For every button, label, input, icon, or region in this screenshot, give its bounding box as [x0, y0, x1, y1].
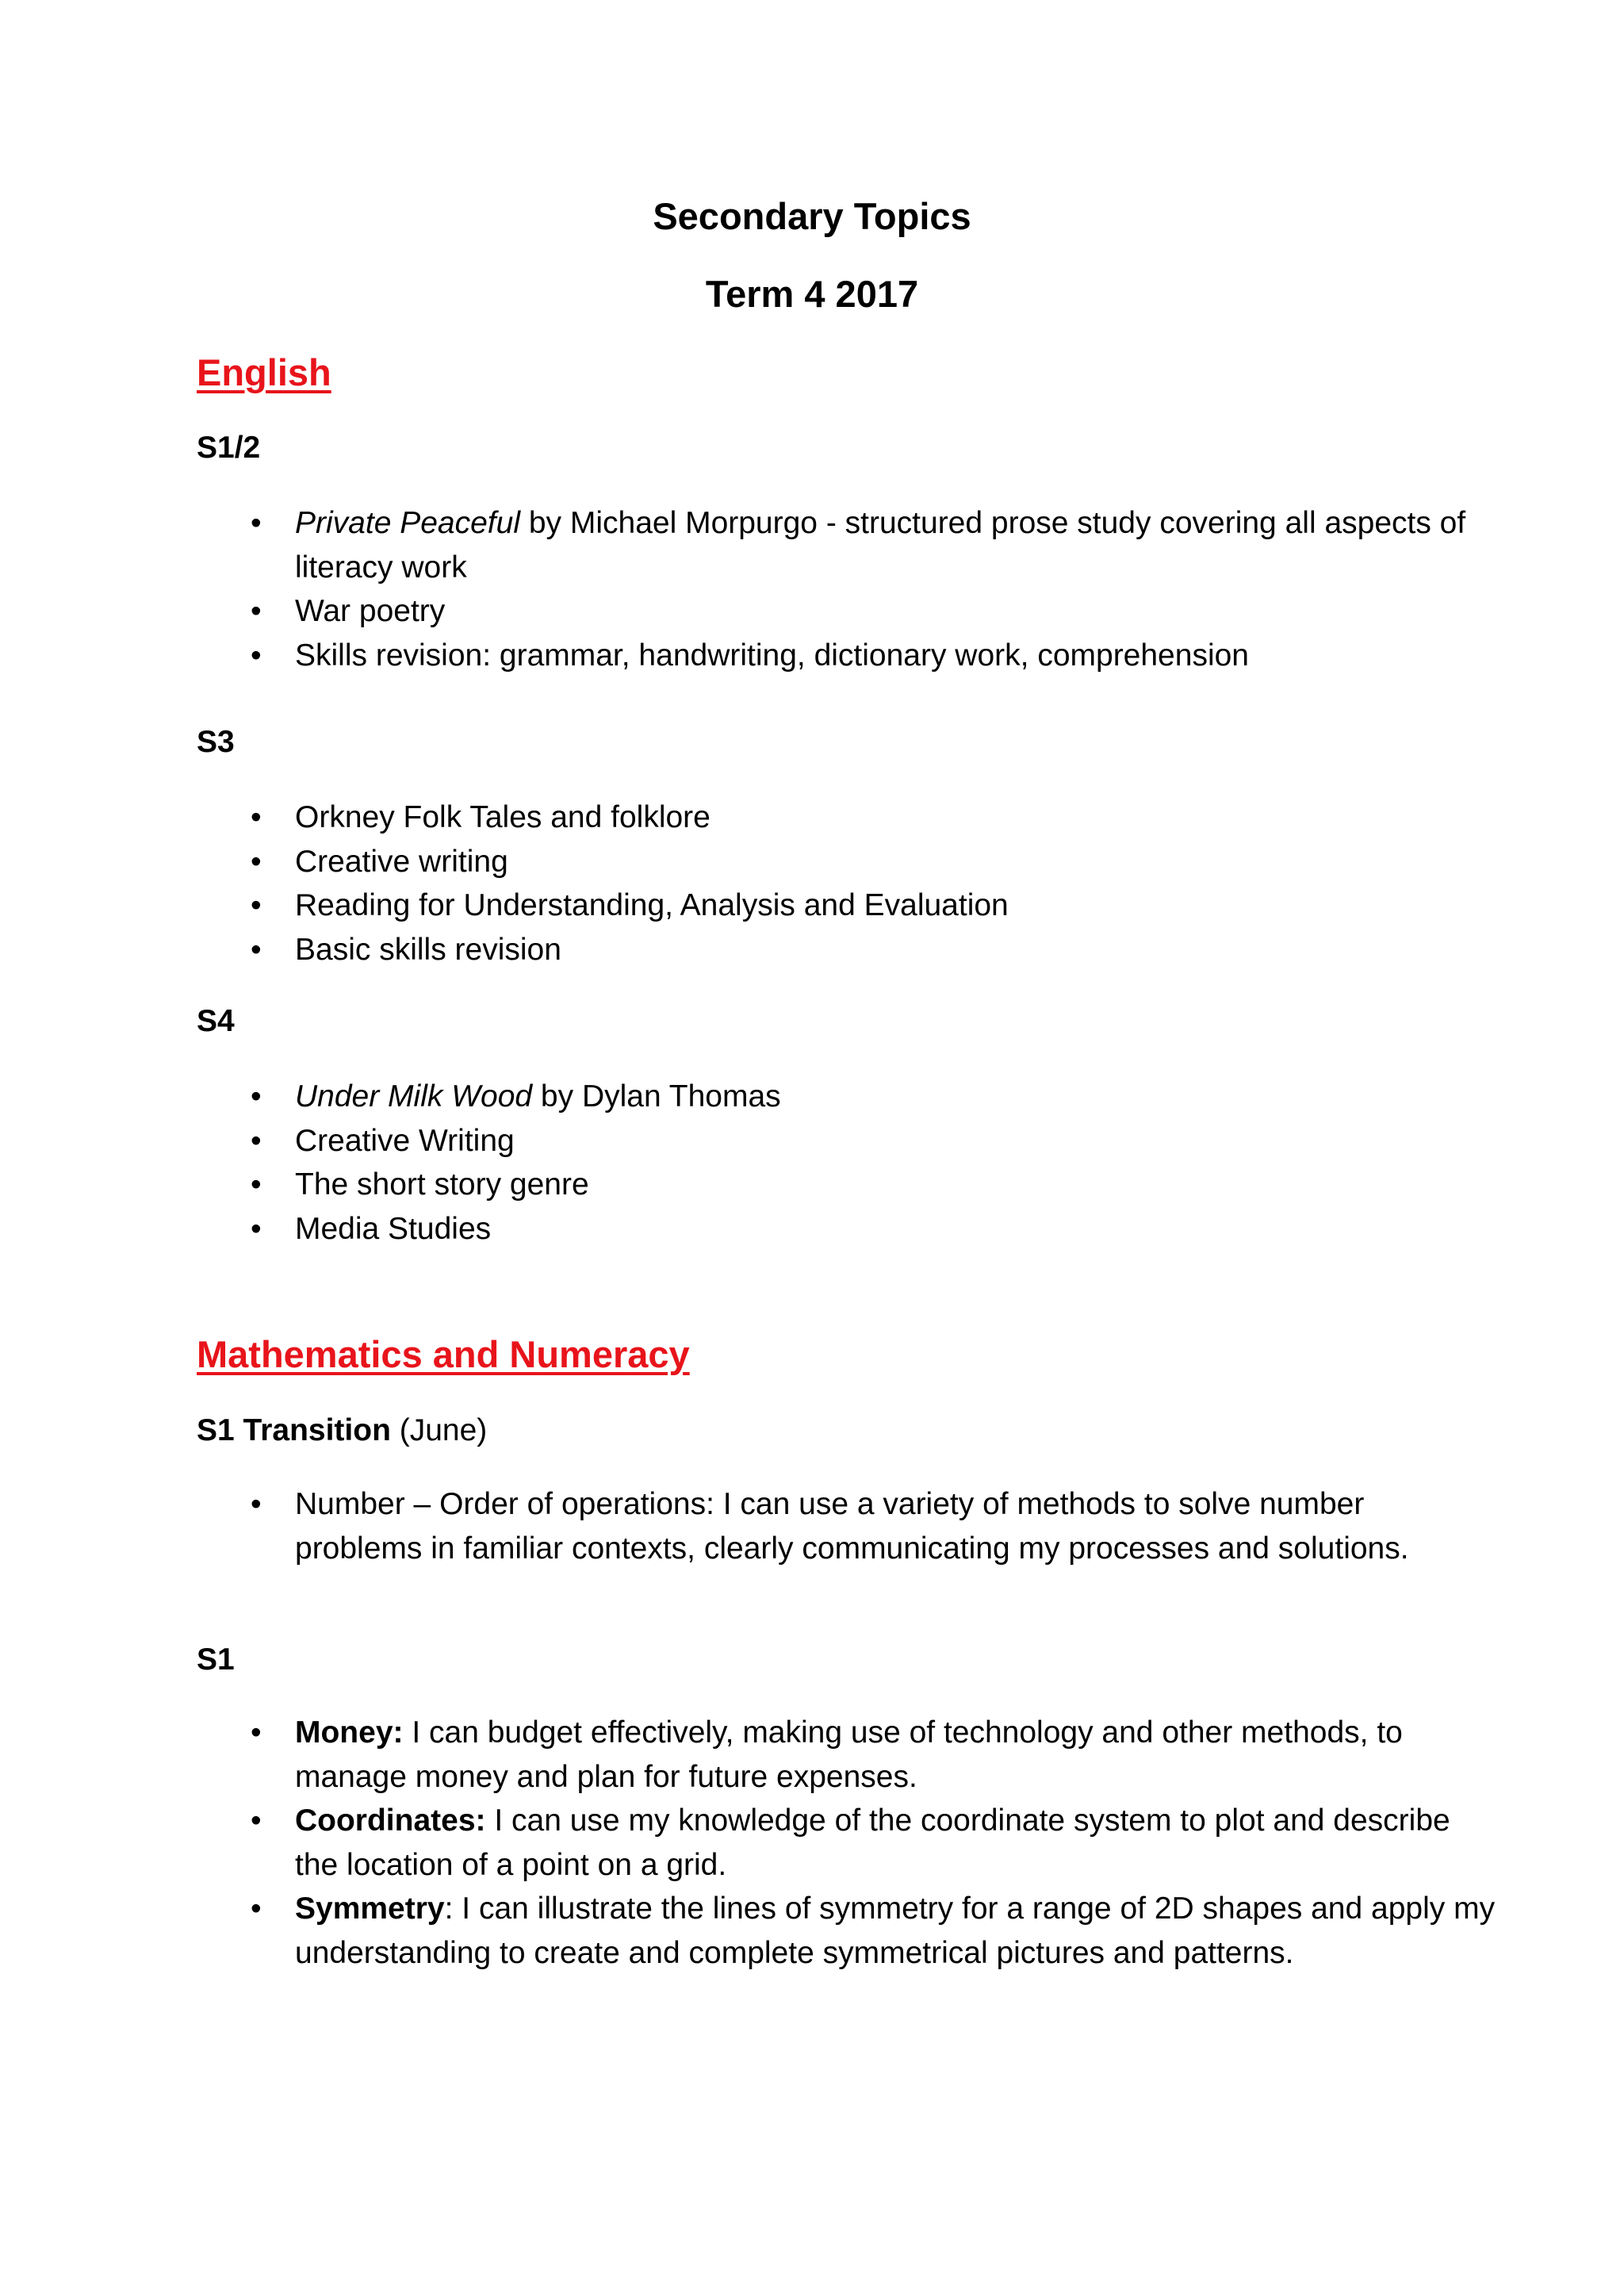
list-item-text: by Dylan Thomas: [532, 1079, 781, 1114]
subheading-label: S4: [197, 1004, 235, 1038]
list-item-text: Basic skills revision: [295, 932, 561, 967]
subheading-s3: [197, 723, 235, 761]
list-item-text: Creative Writing: [295, 1123, 515, 1158]
list-item-text: I can use my knowledge of the coordinate system to plot and describe the location of a point on a grid.: [295, 1803, 1450, 1882]
list-item: [197, 1887, 1497, 1975]
bullet-list-maths-s1-transition: [197, 1482, 1497, 1570]
list-item-text: Reading for Understanding, Analysis and Evaluation: [295, 888, 1009, 922]
bullet-icon: •: [251, 1892, 262, 1926]
bullet-icon: •: [251, 1211, 262, 1246]
list-item-text: I can budget effectively, making use of technology and other methods, to manage money and plan for future expenses.: [295, 1715, 1403, 1794]
topic-label: Money:: [295, 1715, 404, 1750]
bullet-list-english-s3: [197, 795, 1497, 972]
bullet-list-english-s1-2: [197, 501, 1497, 677]
list-item-text: : I can illustrate the lines of symmetry for a range of 2D shapes and apply my understanding to create and complete symmetrical pictures and patterns.: [295, 1892, 1496, 1970]
bullet-icon: •: [251, 1715, 262, 1750]
subheading-label: S1 Transition: [197, 1413, 391, 1447]
bullet-list-english-s4: [197, 1075, 1497, 1251]
bullet-icon: •: [251, 844, 262, 879]
bullet-icon: •: [251, 638, 262, 673]
bullet-icon: •: [251, 888, 262, 922]
bullet-list-maths-s1: [197, 1711, 1497, 1975]
subheading-label: S1/2: [197, 431, 261, 465]
bullet-icon: •: [251, 932, 262, 967]
list-item-text: Skills revision: grammar, handwriting, dictionary work, comprehension: [295, 638, 1249, 673]
list-item: [197, 1799, 1497, 1887]
book-title: Private Peaceful: [295, 506, 520, 540]
topic-label: Coordinates:: [295, 1803, 486, 1838]
subheading-s1-2: [197, 429, 260, 467]
list-item: [197, 589, 1497, 634]
list-item: [197, 1711, 1497, 1799]
topic-label: Symmetry: [295, 1892, 445, 1926]
bullet-icon: •: [251, 1803, 262, 1838]
subheading-note: (June): [390, 1413, 488, 1447]
list-item: [197, 1207, 1497, 1251]
book-title: Under Milk Wood: [295, 1079, 533, 1114]
list-item: [197, 634, 1497, 678]
subheading-s1: [197, 1641, 235, 1679]
subheading-label: S1: [197, 1642, 235, 1677]
subheading-s1-transition: [197, 1412, 487, 1450]
list-item: [197, 1119, 1497, 1163]
list-item-text: War poetry: [295, 594, 446, 628]
bullet-icon: •: [251, 1487, 262, 1521]
list-item: [197, 1163, 1497, 1207]
list-item: [197, 1075, 1497, 1119]
list-item-text: by Michael Morpurgo - structured prose study covering all aspects of literacy work: [295, 506, 1466, 585]
section-heading-maths: Mathematics and Numeracy: [197, 1333, 690, 1375]
list-item-text: The short story genre: [295, 1167, 589, 1202]
list-item: [197, 795, 1497, 840]
list-item-text: Number – Order of operations: I can use a variety of methods to solve number problems in familiar contexts, clearly communicating my processes and solutions.: [295, 1487, 1409, 1566]
bullet-icon: •: [251, 1167, 262, 1202]
bullet-icon: •: [251, 1123, 262, 1158]
list-item-text: Orkney Folk Tales and folklore: [295, 800, 710, 834]
page-subtitle: Term 4 2017: [705, 273, 919, 315]
bullet-icon: •: [251, 800, 262, 834]
list-item: [197, 1482, 1497, 1570]
list-item: [197, 884, 1497, 928]
section-heading-english: English: [197, 351, 331, 393]
list-item-text: Creative writing: [295, 844, 508, 879]
bullet-icon: •: [251, 1079, 262, 1114]
list-item-text: Media Studies: [295, 1211, 492, 1246]
list-item: [197, 840, 1497, 884]
subheading-label: S3: [197, 725, 235, 759]
list-item: [197, 928, 1497, 972]
list-item: [197, 501, 1497, 589]
subheading-s4: [197, 1002, 235, 1041]
bullet-icon: •: [251, 506, 262, 540]
bullet-icon: •: [251, 594, 262, 628]
page-title: Secondary Topics: [653, 195, 971, 237]
